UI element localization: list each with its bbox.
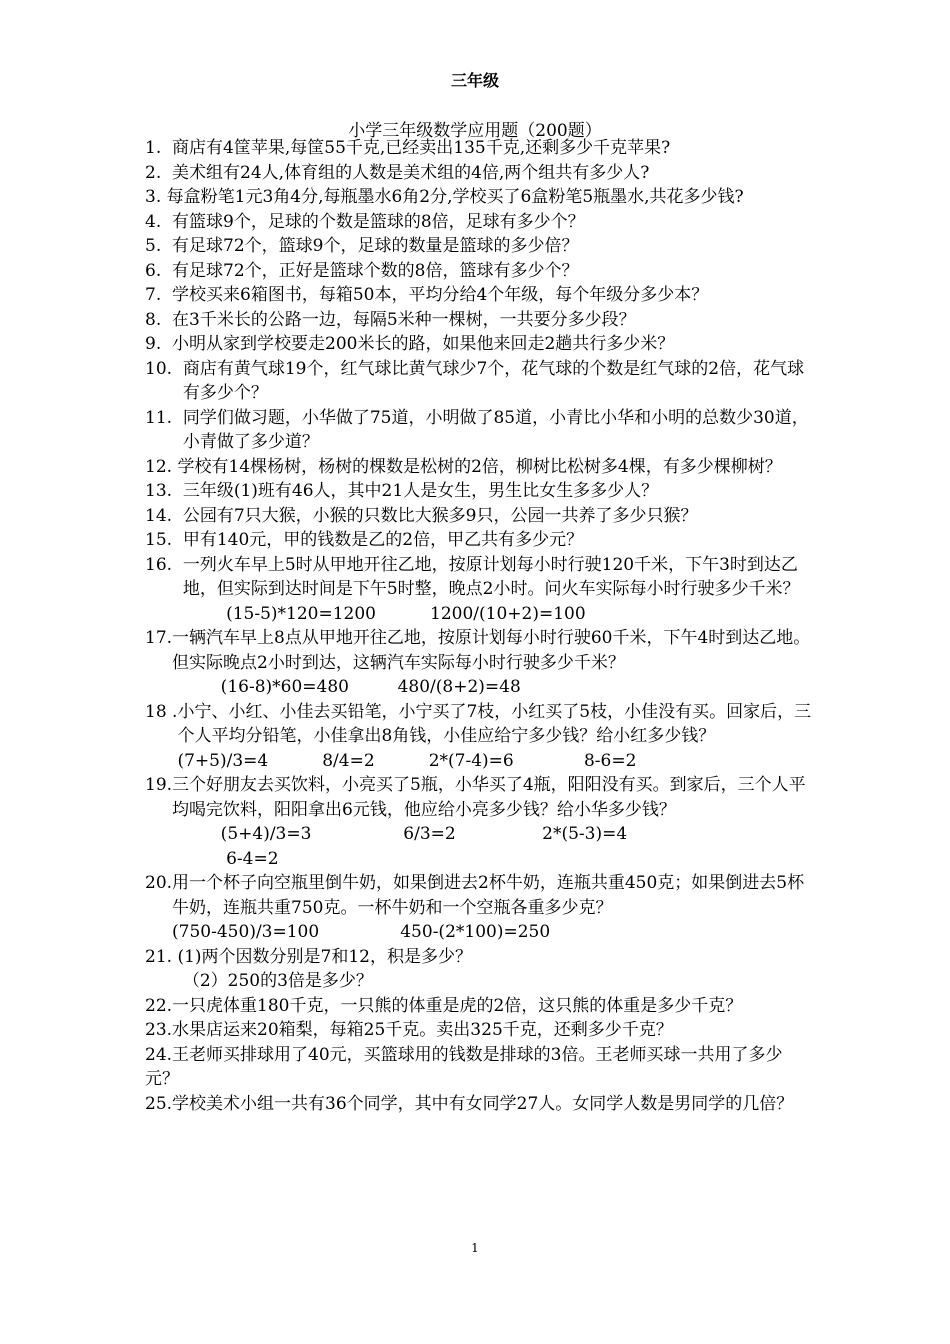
question-16: 16. 一列火车早上5时从甲地开往乙地，按原计划每小时行驶120千米，下午3时到达乙地，但实际到达时间是下午5时整，晚点2小时。问火车实际每小时行驶多少千米？ (15-5)*120=1200 1200/(10+2)=100 (145, 554, 800, 624)
question-17-text: 一辆汽车早上8点从甲地开往乙地，按原计划每小时行驶60千米，下午4时到达乙地。但实际晚点2小时到达，这辆汽车实际每小时行驶多少千米？ (172, 628, 811, 673)
question-8: 8. 在3千米长的公路一边，每隔5米种一棵树，一共要分多少段？ (145, 309, 636, 330)
question-16-solution: (15-5)*120=1200 1200/(10+2)=100 (182, 603, 586, 624)
question-22: 22. 一只虎体重180千克，一只熊的体重是虎的2倍，这只熊的体重是多少千克？ (145, 995, 743, 1016)
question-3: 3. 每盒粉笔1元3角4分,每瓶墨水6角2分,学校买了6盒粉笔5瓶墨水,共花多少钱? (145, 187, 744, 207)
question-19-solution-2: 6-4=2 (172, 848, 279, 869)
question-11: 11. 同学们做习题，小华做了75道，小明做了85道，小青比小华和小明的总数少30道，小青做了多少道？ (145, 407, 809, 452)
question-14: 14. 公园有7只大猴，小猴的只数比大猴多9只，公园一共养了多少只猴？ (145, 505, 698, 526)
question-2: 2. 美术组有24人,体育组的人数是美术组的4倍,两个组共有多少人? (145, 162, 650, 183)
question-17: 17. 一辆汽车早上8点从甲地开往乙地，按原计划每小时行驶60千米，下午4时到达乙地。但实际晚点2小时到达，这辆汽车实际每小时行驶多少千米？ (16-8)*60=480 480/(8+2)=48 (145, 628, 811, 697)
question-4: 4. 有篮球9个，足球的个数是篮球的8倍，足球有多少个？ (145, 211, 585, 232)
question-1: 1. 商店有4筐苹果,每筐55千克,已经卖出135千克,还剩多少千克苹果? (145, 138, 671, 158)
question-20-text: 用一个杯子向空瓶里倒牛奶，如果倒进去2杯牛奶，连瓶共重450克；如果倒进去5杯牛奶，连瓶共重750克。一杯牛奶和一个空瓶各重多少克？ (172, 873, 805, 918)
question-17-solution: (16-8)*60=480 480/(8+2)=48 (172, 677, 521, 697)
question-19-text: 三个好朋友去买饮料，小亮买了5瓶，小华买了4瓶，阳阳没有买。到家后，三个人平均喝完饮料，阳阳拿出6元钱，他应给小亮多少钱？给小华多少钱？ (172, 775, 806, 820)
question-10: 10. 商店有黄气球19个，红气球比黄气球少7个，花气球的个数是红气球的2倍，花气球有多少个？ (145, 358, 805, 403)
question-21-part-2: （2）250的3倍是多少？ (172, 971, 373, 991)
question-7: 7. 学校买来6箱图书，每箱50本，平均分给4个年级，每个年级分多少本？ (145, 285, 709, 305)
question-18-text: 小宁、小红、小佳去买铅笔，小宁买了7枝，小红买了5枝，小佳没有买。回家后，三个人平均分铅笔，小佳拿出8角钱，小佳应给宁多少钱？给小红多少钱？ (177, 701, 812, 746)
question-21: 21. (1)两个因数分别是7和12，积是多少？ （2）250的3倍是多少？ (145, 945, 815, 994)
question-18-solution: (7+5)/3=4 8/4=2 2*(7-4)=6 8-6=2 (177, 750, 637, 771)
question-16-text: 一列火车早上5时从甲地开往乙地，按原计划每小时行驶120千米，下午3时到达乙地，但实际到达时间是下午5时整，晚点2小时。问火车实际每小时行驶多少千米？ (182, 554, 800, 599)
question-5: 5. 有足球72个，篮球9个，足球的数量是篮球的多少倍？ (145, 236, 579, 256)
question-list (145, 136, 815, 1116)
question-15: 15. 甲有140元，甲的钱数是乙的2倍，甲乙共有多少元？ (145, 530, 584, 550)
question-23: 23. 水果店运来20箱梨，每箱25千克。卖出325千克，还剩多少千克？ (145, 1020, 673, 1040)
question-25: 25.学校美术小组一共有36个同学，其中有女同学27人。女同学人数是男同学的几倍？ (145, 1093, 794, 1114)
question-12: 12. 学校有14棵杨树，杨树的棵数是松树的2倍，柳树比松树多4棵，有多少棵柳树？ (145, 456, 782, 477)
question-20-solution: (750-450)/3=100 450-(2*100)=250 (172, 922, 551, 942)
question-13: 13. 三年级(1)班有46人，其中21人是女生，男生比女生多多少人？ (145, 481, 659, 501)
page-header: 三年级 (450, 71, 499, 90)
question-20: 20. 用一个杯子向空瓶里倒牛奶，如果倒进去2杯牛奶，连瓶共重450克；如果倒进去5杯牛奶，连瓶共重750克。一杯牛奶和一个空瓶各重多少克？ (750-450)/3=100 450-(2*100)=250 (145, 871, 815, 945)
question-6: 6. 有足球72个，正好是篮球个数的8倍，篮球有多少个？ (145, 260, 579, 281)
question-24: 24.王老师买排球用了40元，买篮球用的钱数是排球的3倍。王老师买球一共用了多少元？ (145, 1044, 783, 1089)
question-19-solution: (5+4)/3=3 6/3=2 2*(5-3)=4 (172, 824, 628, 844)
question-21-part-1: (1)两个因数分别是7和12，积是多少？ (172, 946, 472, 967)
page-number: 1 (471, 1241, 479, 1255)
question-18: 18 . 小宁、小红、小佳去买铅笔，小宁买了7枝，小红买了5枝，小佳没有买。回家后，三个人平均分铅笔，小佳拿出8角钱，小佳应给宁多少钱？给小红多少钱？(7+5)/3=4 8/4=2 2*(7-4)=6 8-6=2 (145, 701, 812, 771)
question-9: 9. 小明从家到学校要走200米长的路，如果他来回走2趟共行多少米？ (145, 334, 675, 354)
document-title: 小学三年级数学应用题（200题） (348, 121, 602, 141)
question-19: 19. 三个好朋友去买饮料，小亮买了5瓶，小华买了4瓶，阳阳没有买。到家后，三个人平均喝完饮料，阳阳拿出6元钱，他应给小亮多少钱？给小华多少钱？ (5+4)/3=3 6/3=2 2*(5-3)=4 6-4=2 (145, 773, 815, 871)
